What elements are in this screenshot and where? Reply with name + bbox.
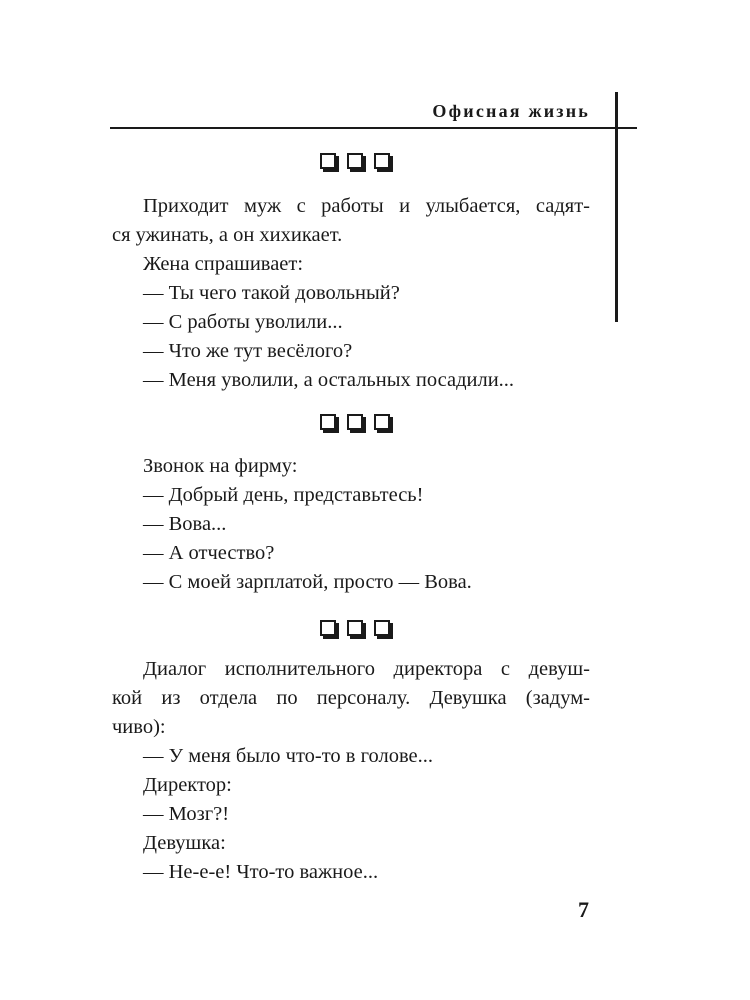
square-bullet-icon: [320, 620, 336, 636]
dialogue-line: — А отчество?: [143, 542, 275, 564]
square-bullet-icon: [347, 153, 363, 169]
text-line: чиво):: [112, 716, 166, 738]
square-bullet-icon: [320, 414, 336, 430]
square-bullet-icon: [320, 153, 336, 169]
section-separator: [320, 150, 390, 172]
text-line: ся ужинать, а он хихикает.: [112, 224, 343, 246]
square-bullet-icon: [347, 620, 363, 636]
dialogue-line: — Вова...: [143, 513, 227, 535]
text-line: кой из отдела по персоналу. Девушка (задум-: [112, 687, 590, 709]
running-head: Офисная жизнь: [432, 101, 590, 121]
page-number: 7: [578, 897, 589, 922]
dialogue-line: — С работы уволили...: [143, 311, 343, 333]
square-bullet-icon: [374, 153, 390, 169]
square-bullet-icon: [374, 620, 390, 636]
dialogue-line: — Что же тут весёлого?: [143, 340, 353, 362]
dialogue-line: — Меня уволили, а остальных посадили...: [143, 369, 515, 391]
dialogue-line: — У меня было что-то в голове...: [143, 745, 434, 767]
section-separator: [320, 617, 390, 639]
margin-rule: [615, 92, 618, 322]
text-line: Звонок на фирму:: [143, 455, 298, 477]
dialogue-line: — Ты чего такой довольный?: [143, 282, 400, 304]
dialogue-line: — Мозг?!: [143, 803, 230, 825]
text-line: Жена спрашивает:: [143, 253, 304, 275]
square-bullet-icon: [374, 414, 390, 430]
text-line: Приходит муж с работы и улыбается, садят-: [143, 195, 590, 217]
speaker-line: Директор:: [143, 774, 232, 796]
square-bullet-icon: [347, 414, 363, 430]
dialogue-line: — С моей зарплатой, просто — Вова.: [143, 571, 472, 593]
header-rule: [110, 127, 637, 129]
dialogue-line: — Добрый день, представьтесь!: [143, 484, 424, 506]
dialogue-line: — Не-е-е! Что-то важное...: [143, 861, 379, 883]
text-line: Диалог исполнительного директора с девуш-: [143, 658, 590, 680]
section-separator: [320, 411, 390, 433]
speaker-line: Девушка:: [143, 832, 226, 854]
